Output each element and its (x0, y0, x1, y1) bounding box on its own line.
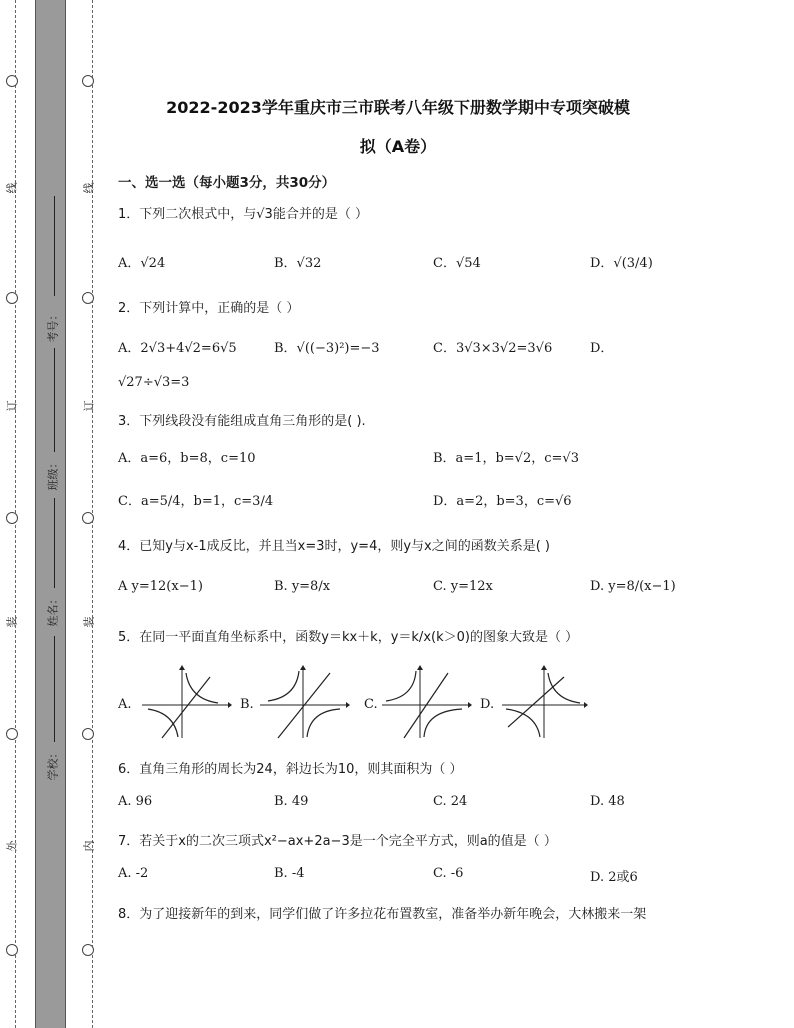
binding-hole (6, 728, 18, 740)
question-6-stem: 6．直角三角形的周长为24，斜边长为10，则其面积为（ ） (118, 762, 463, 777)
field-line-exam-number[interactable] (54, 196, 55, 296)
question-5-option-c[interactable]: C. (364, 697, 378, 712)
question-8-stem: 8．为了迎接新年的到来，同学们做了许多拉花布置教室，准备举办新年晚会，大林搬来一架 (118, 907, 647, 922)
field-class: 班级： (46, 457, 60, 491)
question-5-option-a[interactable]: A. (118, 697, 132, 712)
question-6-option-b[interactable]: B. 49 (274, 794, 309, 809)
question-4-option-a[interactable]: A y=12(x−1) (118, 579, 203, 594)
question-6-option-c[interactable]: C. 24 (433, 794, 468, 809)
outer-label-wai: 外 (5, 840, 19, 852)
binding-hole (6, 512, 18, 524)
question-1-option-a[interactable]: A．√24 (118, 256, 166, 271)
question-2-option-b[interactable]: B．√((−3)²)=−3 (274, 341, 380, 356)
binding-hole (82, 728, 94, 740)
section-heading: 一、选一选（每小题3分，共30分） (118, 175, 336, 191)
binding-hole (82, 75, 94, 87)
question-5-stem: 5．在同一平面直角坐标系中，函数y＝kx＋k，y＝k/x(k＞0)的图象大致是（ ） (118, 630, 579, 645)
question-5-option-d[interactable]: D. (480, 697, 495, 712)
question-7-option-c[interactable]: C. -6 (433, 866, 464, 881)
field-school: 学校： (46, 747, 60, 781)
question-2-option-a[interactable]: A．2√3+4√2=6√5 (118, 341, 237, 356)
question-1-stem: 1．下列二次根式中，与√3能合并的是（ ） (118, 207, 368, 222)
question-1-option-c[interactable]: C．√54 (433, 256, 481, 271)
outer-label-xian: 线 (5, 182, 19, 194)
question-4-option-d[interactable]: D. y=8/(x−1) (590, 579, 676, 594)
binding-hole (6, 944, 18, 956)
field-line-class[interactable] (54, 348, 55, 452)
question-7-option-a[interactable]: A. -2 (118, 866, 149, 881)
field-line-name[interactable] (54, 498, 55, 588)
exam-title-line1: 2022-2023学年重庆市三市联考八年级下册数学期中专项突破模 (166, 98, 630, 117)
question-4-stem: 4．已知y与x-1成反比，并且当x=3时，y=4，则y与x之间的函数关系是( ) (118, 539, 550, 554)
question-3-stem: 3．下列线段没有能组成直角三角形的是( ). (118, 414, 366, 429)
binding-hole (6, 75, 18, 87)
question-2-option-c[interactable]: C．3√3×3√2=3√6 (433, 341, 553, 356)
outer-label-ding: 订 (5, 400, 19, 412)
field-name: 姓名： (46, 593, 60, 627)
question-6-option-d[interactable]: D. 48 (590, 794, 625, 809)
field-exam-number: 考号： (46, 309, 60, 343)
binding-gray-strip (35, 0, 66, 1028)
question-5-graph-a (140, 665, 232, 740)
field-line-school[interactable] (54, 636, 55, 742)
inner-label-xian: 线 (82, 182, 96, 194)
question-5-graph-c (380, 665, 472, 740)
inner-label-zhuang: 装 (82, 616, 96, 628)
question-1-option-b[interactable]: B．√32 (274, 256, 322, 271)
binding-hole (82, 292, 94, 304)
question-1-option-d[interactable]: D．√(3/4) (590, 256, 653, 271)
binding-hole (82, 512, 94, 524)
question-6-option-a[interactable]: A. 96 (118, 794, 153, 809)
question-3-option-c[interactable]: C．a=5/4，b=1，c=3/4 (118, 494, 274, 509)
question-5-option-b[interactable]: B. (240, 697, 254, 712)
question-2-stem: 2．下列计算中，正确的是（ ） (118, 301, 300, 316)
exam-title-line2: 拟（A卷） (359, 137, 437, 156)
binding-hole (6, 292, 18, 304)
inner-label-nei: 内 (82, 840, 96, 852)
question-5-graph-b (258, 665, 350, 740)
inner-label-ding: 订 (82, 400, 96, 412)
question-2-option-d-content: √27÷√3=3 (118, 375, 190, 390)
question-7-option-b[interactable]: B. -4 (274, 866, 305, 881)
question-3-option-a[interactable]: A．a=6，b=8，c=10 (118, 451, 256, 466)
question-7-stem: 7．若关于x的二次三项式x²−ax+2a−3是一个完全平方式，则a的值是（ ） (118, 834, 557, 849)
question-5-graph-d (500, 665, 592, 740)
question-3-option-b[interactable]: B．a=1，b=√2，c=√3 (433, 451, 579, 466)
outer-label-zhuang: 装 (5, 616, 19, 628)
question-2-option-d[interactable]: D． (590, 341, 614, 356)
binding-hole (82, 944, 94, 956)
question-4-option-b[interactable]: B. y=8/x (274, 579, 331, 594)
question-4-option-c[interactable]: C. y=12x (433, 579, 493, 594)
question-3-option-d[interactable]: D．a=2，b=3，c=√6 (433, 494, 572, 509)
question-7-option-d[interactable]: D. 2或6 (590, 870, 638, 885)
